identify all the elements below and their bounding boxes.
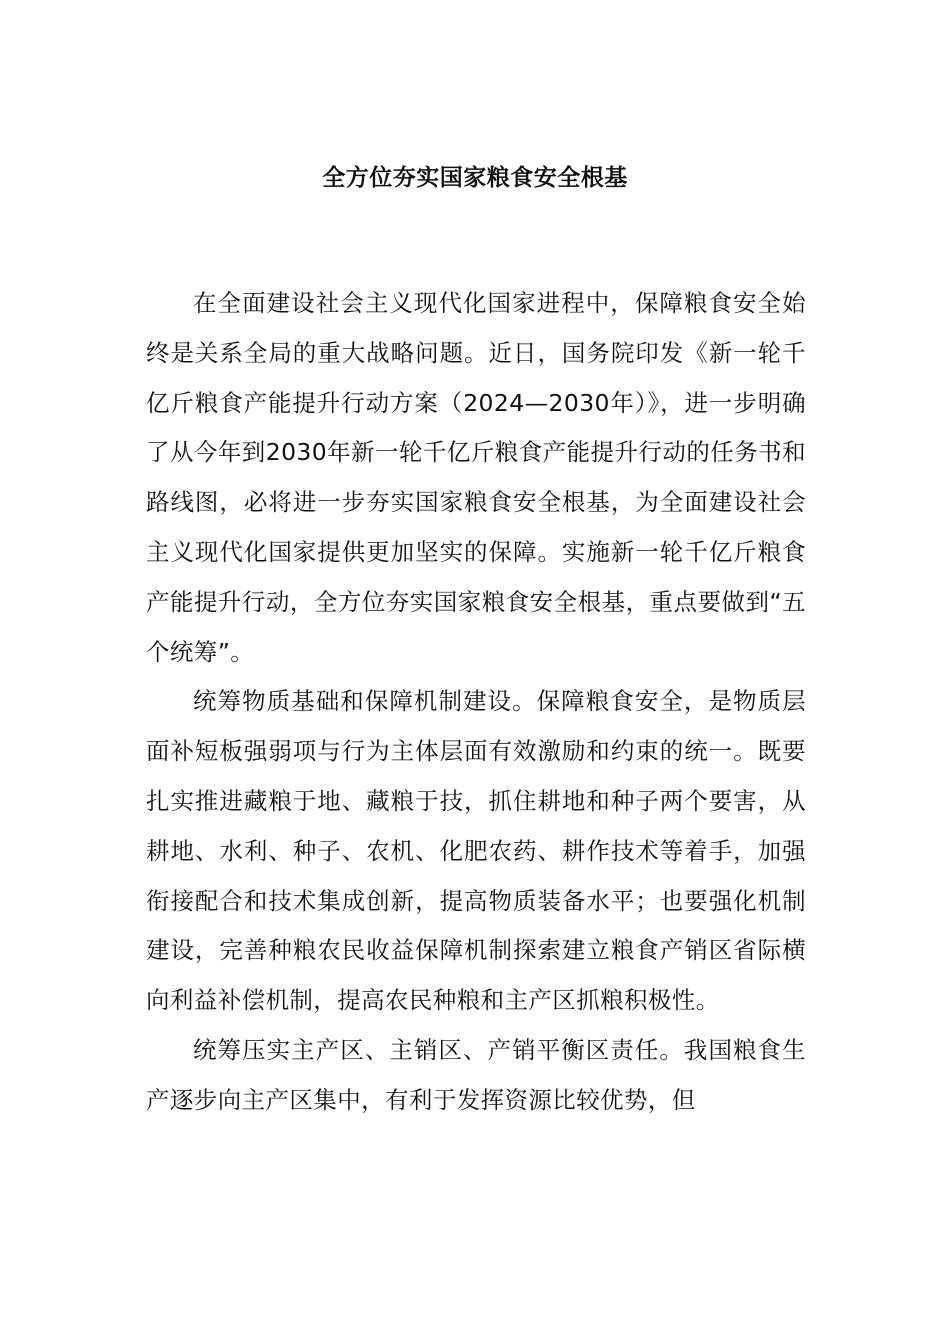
paragraph-regional-responsibility: 统筹压实主产区、主销区、产销平衡区责任。我国粮食生产逐步向主产区集中，有利于发挥资源比较优势，但: [146, 1035, 806, 1114]
paragraph-intro: 在全面建设社会主义现代化国家进程中，保障粮食安全始终是关系全局的重大战略问题。近日，国务院印发《新一轮千亿斤粮食产能提升行动方案（2024—2030年）》，进一步明确了从今年到2030年新一轮千亿斤粮食产能提升行动的任务书和路线图，必将进一步夯实国家粮食安全根基，为全面建设社会主义现代化国家提供更加坚实的保障。实施新一轮千亿斤粮食产能提升行动，全方位夯实国家粮食安全根基，重点要做到“五个统筹”。: [146, 289, 806, 666]
paragraph-material-foundation: 统筹物质基础和保障机制建设。保障粮食安全，是物质层面补短板强弱项与行为主体层面有效激励和约束的统一。既要扎实推进藏粮于地、藏粮于技，抓住耕地和种子两个要害，从耕地、水利、种子、农机、化肥农药、耕作技术等着手，加强衔接配合和技术集成创新，提高物质装备水平；也要强化机制建设，完善种粮农民收益保障机制探索建立粮食产销区省际横向利益补偿机制，提高农民种粮和主产区抓粮积极性。: [146, 687, 806, 1015]
document-body: [146, 279, 806, 1126]
document-title: 全方位夯实国家粮食安全根基: [322, 165, 628, 191]
